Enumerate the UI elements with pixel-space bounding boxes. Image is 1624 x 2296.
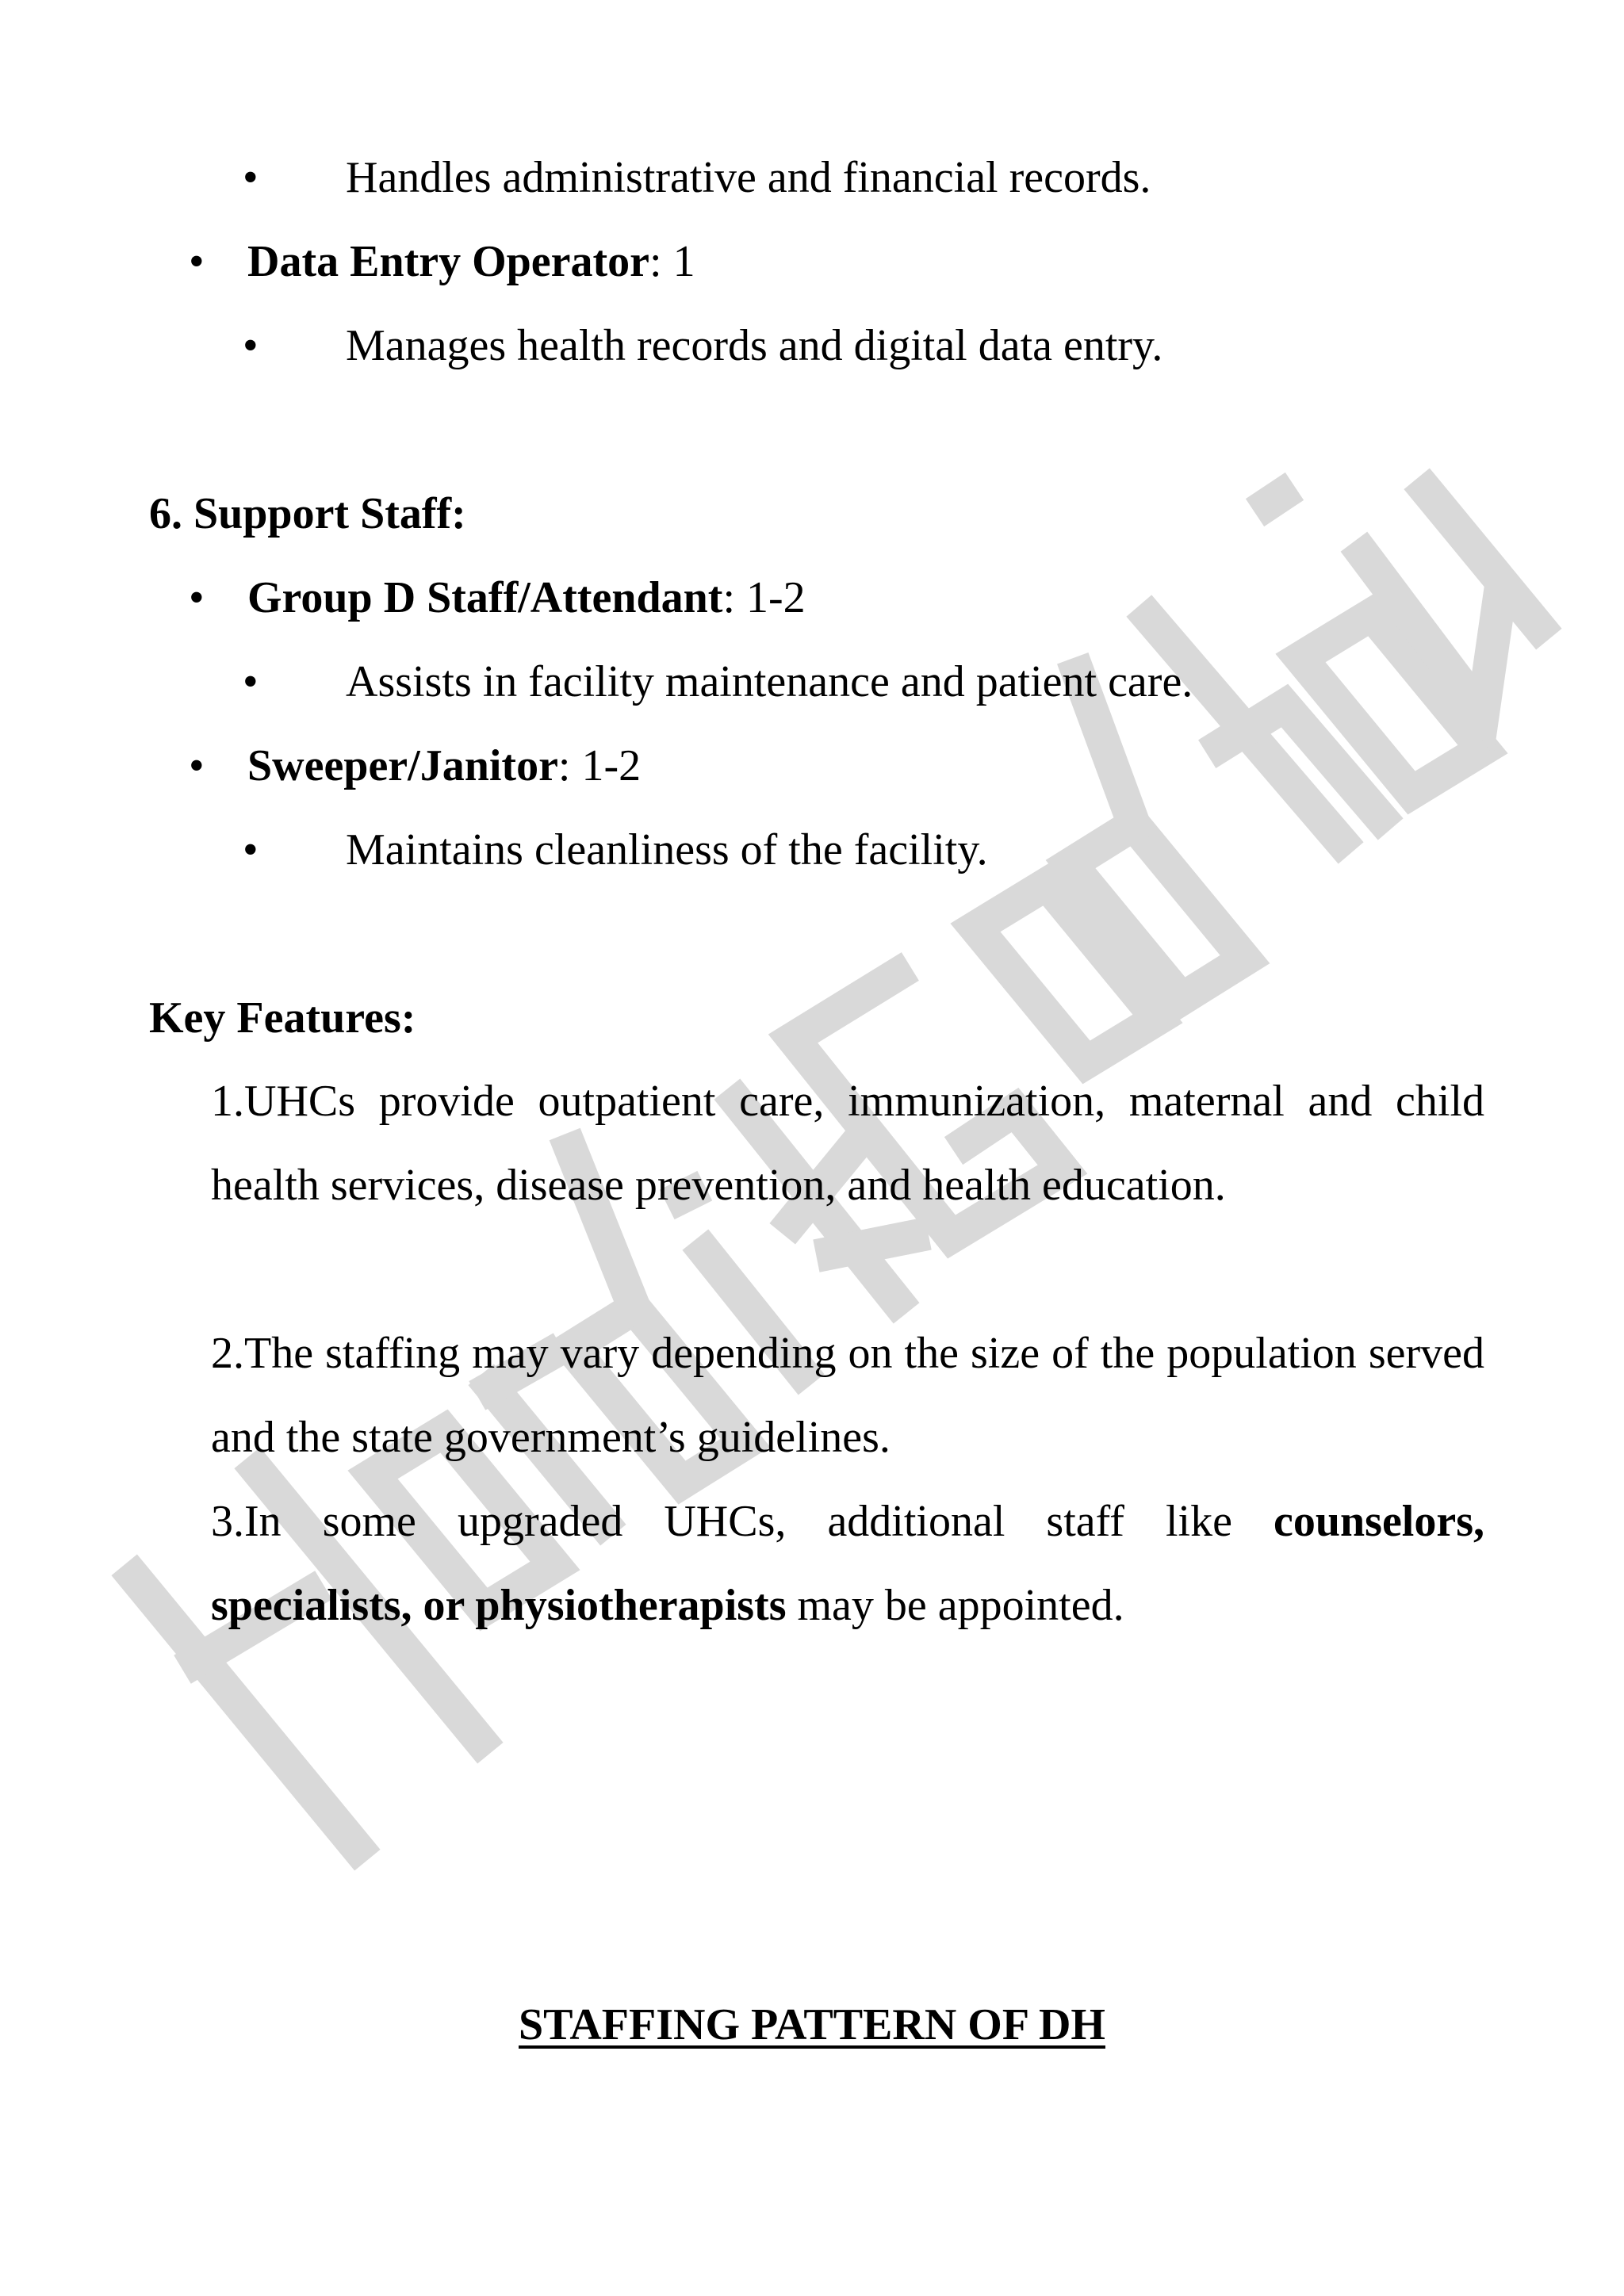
key-feature-3-bold: counselors, specialists, or physiotherapists [211, 1497, 1484, 1630]
role-label: Data Entry Operator [247, 237, 650, 286]
sub-bullet-glyph: • [243, 825, 259, 874]
bullet-glyph: • [189, 237, 205, 286]
list-item-group-d [247, 573, 806, 622]
sweeper-duty: Maintains cleanliness of the facility. [346, 825, 988, 874]
data-entry-duty: Manages health records and digital data entry. [346, 321, 1163, 370]
role-label: Sweeper/Janitor [247, 741, 558, 790]
role-count: : 1-2 [722, 573, 806, 622]
key-feature-2: 2.The staffing may vary depending on the size of the population served and the state government’s guidelines. [211, 1329, 1484, 1462]
key-feature-3 [211, 1479, 1484, 1647]
sub-bullet-glyph: • [243, 321, 259, 370]
bullet-glyph: • [189, 741, 205, 790]
role-label: Group D Staff/Attendant [247, 573, 723, 622]
key-feature-3-suffix: may be appointed. [786, 1581, 1124, 1630]
key-feature-3-prefix: 3.In some upgraded UHCs, additional staff like [211, 1497, 1274, 1546]
list-item-data-entry [247, 239, 695, 284]
role-count: : 1-2 [557, 741, 642, 790]
bullet-glyph: • [189, 573, 205, 622]
next-section-title: STAFFING PATTERN OF DH [519, 2000, 1105, 2049]
list-item-sweeper [247, 741, 642, 790]
section-heading-key-features: Key Features: [149, 993, 416, 1043]
sub-bullet-glyph: • [243, 657, 259, 706]
sub-bullet-glyph: • [243, 153, 259, 202]
section-heading-support-staff: 6. Support Staff: [149, 489, 466, 538]
key-feature-1: 1.UHCs provide outpatient care, immunization, maternal and child health services, disease prevention, and health education. [211, 1077, 1484, 1210]
role-count: : 1 [649, 237, 695, 286]
group-d-duty: Assists in facility maintenance and patient care. [346, 657, 1193, 706]
accountant-duty: Handles administrative and financial records. [346, 153, 1151, 202]
